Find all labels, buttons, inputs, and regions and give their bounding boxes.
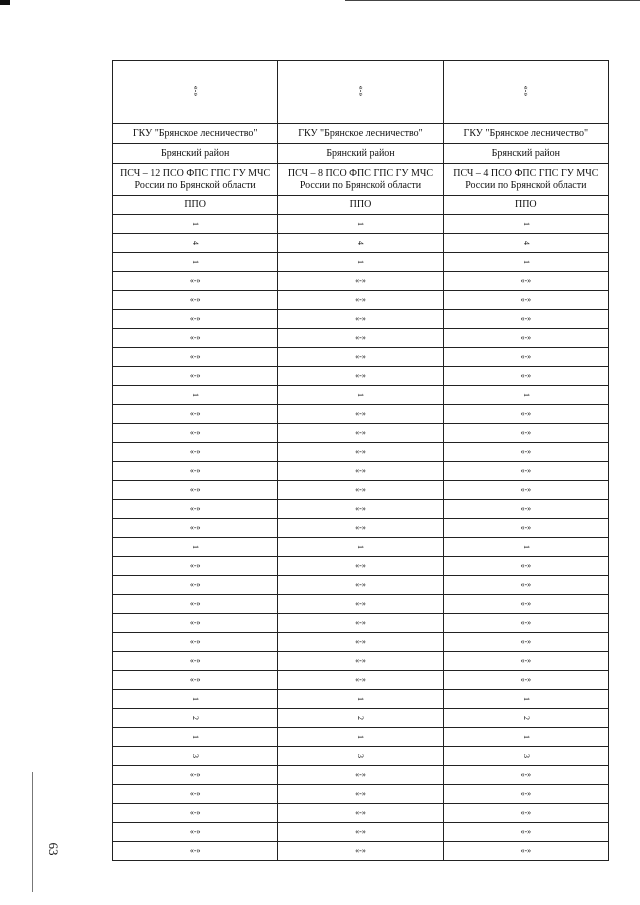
- cell-value: «-»: [520, 352, 532, 361]
- table-cell: [113, 253, 278, 271]
- table-cell: [278, 690, 443, 708]
- unit-line-1: ПСЧ – 8 ПСО ФПС ГПС ГУ МЧС: [287, 167, 434, 179]
- table-cell: [444, 538, 609, 556]
- cell-value: «-»: [355, 656, 366, 665]
- cell-value: 1: [521, 222, 531, 226]
- table-row: [113, 329, 609, 348]
- table-cell: [113, 443, 278, 461]
- table-cell: [278, 519, 443, 537]
- cell-value: 1: [356, 260, 366, 264]
- table-cell: [444, 253, 609, 271]
- type-row: [113, 196, 609, 215]
- table-cell: [278, 234, 443, 252]
- table-cell: [444, 234, 609, 252]
- table-cell: [444, 690, 609, 708]
- table-row: [113, 576, 609, 595]
- table-cell: [113, 766, 278, 784]
- cell-value: «-»: [520, 637, 532, 646]
- table-cell: [113, 785, 278, 803]
- table-cell: [444, 443, 609, 461]
- table-cell: [113, 538, 278, 556]
- cell-value: «-»: [189, 276, 201, 285]
- table-cell: [278, 766, 443, 784]
- cell-value: «-»: [520, 409, 532, 418]
- cell-value: «-»: [355, 827, 366, 836]
- table-row: [113, 253, 609, 272]
- cell-value: «-»: [189, 618, 201, 627]
- table-cell: [444, 785, 609, 803]
- cell-value: «-»: [520, 789, 532, 798]
- district-cell: Брянский район: [444, 144, 609, 163]
- cell-value: «-»: [520, 846, 532, 855]
- table-cell: [444, 462, 609, 480]
- cell-value: «-»: [189, 808, 201, 817]
- table-row: [113, 234, 609, 253]
- unit-line-2: России по Брянской области: [299, 179, 422, 191]
- table-cell: [113, 272, 278, 290]
- cell-value: «-»: [189, 561, 201, 570]
- table-cell: [113, 709, 278, 727]
- cell-value: «-»: [189, 523, 201, 532]
- table-cell: [113, 842, 278, 860]
- table-cell: [278, 462, 443, 480]
- table-cell: [444, 709, 609, 727]
- cell-value: «-»: [520, 599, 532, 608]
- table-cell: [278, 405, 443, 423]
- cell-value: 1: [521, 735, 531, 739]
- unit-line-1: ПСЧ – 4 ПСО ФПС ГПС ГУ МЧС: [453, 167, 599, 179]
- cell-value: «-»: [520, 314, 532, 323]
- cell-value: «-»: [355, 428, 366, 437]
- table-row: [113, 633, 609, 652]
- cell-value: «-»: [355, 409, 366, 418]
- table-cell: [113, 652, 278, 670]
- table-row: [113, 652, 609, 671]
- table-cell: [113, 310, 278, 328]
- table-cell: [278, 728, 443, 746]
- cell-value: 1: [191, 393, 201, 397]
- cell-value: «-»: [189, 447, 201, 456]
- cell-value: 1: [521, 697, 531, 701]
- cell-value: 4: [521, 241, 531, 245]
- table-row: [113, 462, 609, 481]
- cell-value: «-»: [189, 333, 201, 342]
- table-cell: [278, 595, 443, 613]
- cell-value: «-»: [189, 428, 201, 437]
- table-cell: [278, 823, 443, 841]
- table-cell: [444, 614, 609, 632]
- cell-value: «-»: [355, 561, 366, 570]
- cell-value: «-»: [355, 580, 366, 589]
- cell-value: 1: [356, 545, 366, 549]
- table-cell: [278, 329, 443, 347]
- table-cell: [444, 405, 609, 423]
- table-row: [113, 766, 609, 785]
- unit-cell: [444, 164, 609, 195]
- cell-value: «-»: [520, 485, 532, 494]
- table-row: [113, 272, 609, 291]
- table-row: [113, 291, 609, 310]
- cell-value: 3: [521, 754, 531, 758]
- table-cell: [444, 823, 609, 841]
- table-cell: [113, 557, 278, 575]
- table-cell: [113, 576, 278, 594]
- table-row: [113, 348, 609, 367]
- table-row: [113, 500, 609, 519]
- table-row: [113, 595, 609, 614]
- header-symbol: «-»: [356, 85, 366, 97]
- cell-value: «-»: [520, 770, 532, 779]
- unit-line-2: России по Брянской области: [465, 179, 587, 191]
- type-cell: ППО: [113, 196, 278, 214]
- cell-value: «-»: [520, 371, 532, 380]
- table-cell: [278, 367, 443, 385]
- cell-value: 1: [521, 260, 531, 264]
- cell-value: «-»: [355, 447, 366, 456]
- table-row: [113, 310, 609, 329]
- table-row: [113, 215, 609, 234]
- cell-value: «-»: [355, 352, 366, 361]
- table-cell: [444, 557, 609, 575]
- table-cell: [278, 709, 443, 727]
- data-table: [112, 60, 609, 861]
- table-cell: [113, 424, 278, 442]
- cell-value: «-»: [355, 504, 366, 513]
- table-cell: [278, 614, 443, 632]
- cell-value: «-»: [355, 808, 366, 817]
- table-cell: [113, 671, 278, 689]
- district-cell: Брянский район: [278, 144, 443, 163]
- unit-line-2: России по Брянской области: [134, 179, 256, 191]
- cell-value: «-»: [355, 789, 366, 798]
- header-symbol-cell: [444, 61, 609, 123]
- table-cell: [444, 747, 609, 765]
- table-cell: [444, 728, 609, 746]
- table-row: [113, 728, 609, 747]
- table-cell: [444, 633, 609, 651]
- cell-value: «-»: [355, 637, 366, 646]
- type-cell: ППО: [278, 196, 443, 214]
- page-number: 63: [46, 842, 61, 856]
- org-row: [113, 124, 609, 144]
- cell-value: «-»: [355, 466, 366, 475]
- table-cell: [278, 215, 443, 233]
- table-cell: [444, 481, 609, 499]
- table-cell: [113, 481, 278, 499]
- cell-value: 2: [191, 716, 201, 720]
- cell-value: «-»: [189, 789, 201, 798]
- table-cell: [113, 728, 278, 746]
- cell-value: «-»: [520, 561, 532, 570]
- header-symbol: «-»: [521, 85, 531, 97]
- table-cell: [113, 234, 278, 252]
- table-row: [113, 747, 609, 766]
- table-cell: [444, 842, 609, 860]
- scan-edge-line: [345, 0, 640, 1]
- cell-value: «-»: [189, 371, 201, 380]
- table-cell: [113, 690, 278, 708]
- scan-mark: [0, 0, 10, 5]
- table-cell: [444, 291, 609, 309]
- table-row: [113, 671, 609, 690]
- cell-value: «-»: [520, 295, 532, 304]
- cell-value: «-»: [189, 295, 201, 304]
- table-row: [113, 367, 609, 386]
- table-cell: [113, 405, 278, 423]
- table-row: [113, 804, 609, 823]
- table-row: [113, 405, 609, 424]
- org-cell: ГКУ "Брянское лесничество": [444, 124, 609, 143]
- table-cell: [113, 823, 278, 841]
- cell-value: «-»: [520, 504, 532, 513]
- table-cell: [278, 310, 443, 328]
- cell-value: 2: [521, 716, 531, 720]
- table-cell: [278, 785, 443, 803]
- table-row: [113, 386, 609, 405]
- header-symbol: «-»: [191, 85, 201, 97]
- table-cell: [278, 481, 443, 499]
- table-row: [113, 557, 609, 576]
- table-cell: [278, 652, 443, 670]
- cell-value: «-»: [355, 485, 366, 494]
- cell-value: «-»: [189, 409, 201, 418]
- table-cell: [113, 386, 278, 404]
- cell-value: «-»: [189, 580, 201, 589]
- cell-value: 1: [356, 393, 366, 397]
- table-row: [113, 538, 609, 557]
- table-cell: [113, 747, 278, 765]
- cell-value: «-»: [189, 846, 201, 855]
- cell-value: «-»: [189, 504, 201, 513]
- cell-value: «-»: [355, 333, 366, 342]
- cell-value: «-»: [520, 675, 532, 684]
- table-cell: [278, 576, 443, 594]
- table-cell: [278, 272, 443, 290]
- table-cell: [278, 633, 443, 651]
- table-cell: [278, 253, 443, 271]
- cell-value: «-»: [355, 523, 366, 532]
- table-cell: [444, 348, 609, 366]
- cell-value: 1: [356, 735, 366, 739]
- header-symbol-cell: [278, 61, 443, 123]
- table-cell: [278, 804, 443, 822]
- table-row: [113, 481, 609, 500]
- cell-value: 1: [356, 222, 366, 226]
- cell-value: «-»: [189, 599, 201, 608]
- cell-value: «-»: [355, 295, 366, 304]
- type-cell: ППО: [444, 196, 609, 214]
- district-row: [113, 144, 609, 164]
- cell-value: 4: [191, 241, 201, 245]
- cell-value: «-»: [355, 618, 366, 627]
- table-row: [113, 424, 609, 443]
- cell-value: «-»: [520, 656, 532, 665]
- cell-value: «-»: [520, 827, 532, 836]
- table-row: [113, 443, 609, 462]
- unit-line-1: ПСЧ – 12 ПСО ФПС ГПС ГУ МЧС: [120, 167, 271, 179]
- unit-row: [113, 164, 609, 196]
- margin-line: [32, 772, 33, 892]
- table-cell: [444, 671, 609, 689]
- table-cell: [444, 652, 609, 670]
- cell-value: 2: [356, 716, 366, 720]
- cell-value: «-»: [355, 276, 366, 285]
- district-cell: Брянский район: [113, 144, 278, 163]
- cell-value: «-»: [355, 599, 366, 608]
- table-cell: [278, 557, 443, 575]
- table-row: [113, 709, 609, 728]
- table-cell: [113, 215, 278, 233]
- table-cell: [444, 500, 609, 518]
- cell-value: «-»: [189, 656, 201, 665]
- table-row: [113, 823, 609, 842]
- cell-value: «-»: [520, 618, 532, 627]
- cell-value: 3: [191, 754, 201, 758]
- cell-value: «-»: [520, 580, 532, 589]
- cell-value: 1: [356, 697, 366, 701]
- table-row: [113, 519, 609, 538]
- cell-value: «-»: [520, 276, 532, 285]
- header-symbol-row: [113, 61, 609, 124]
- table-cell: [278, 443, 443, 461]
- cell-value: 1: [191, 260, 201, 264]
- table-row: [113, 614, 609, 633]
- unit-cell: [278, 164, 443, 195]
- table-cell: [444, 424, 609, 442]
- cell-value: 1: [521, 545, 531, 549]
- table-cell: [444, 595, 609, 613]
- cell-value: «-»: [520, 447, 532, 456]
- table-cell: [444, 386, 609, 404]
- table-cell: [444, 804, 609, 822]
- cell-value: «-»: [189, 827, 201, 836]
- table-cell: [444, 215, 609, 233]
- table-cell: [444, 329, 609, 347]
- cell-value: «-»: [355, 846, 366, 855]
- table-row: [113, 690, 609, 709]
- table-cell: [113, 614, 278, 632]
- table-cell: [113, 595, 278, 613]
- table-cell: [113, 291, 278, 309]
- table-cell: [113, 500, 278, 518]
- table-cell: [444, 766, 609, 784]
- table-cell: [113, 462, 278, 480]
- table-cell: [278, 747, 443, 765]
- table-cell: [278, 348, 443, 366]
- cell-value: «-»: [189, 770, 201, 779]
- org-cell: ГКУ "Брянское лесничество": [113, 124, 278, 143]
- cell-value: «-»: [189, 637, 201, 646]
- cell-value: 4: [356, 241, 366, 245]
- cell-value: «-»: [189, 314, 201, 323]
- cell-value: «-»: [355, 371, 366, 380]
- cell-value: 1: [191, 545, 201, 549]
- org-cell: ГКУ "Брянское лесничество": [278, 124, 443, 143]
- cell-value: «-»: [355, 314, 366, 323]
- table-cell: [113, 633, 278, 651]
- cell-value: 1: [191, 222, 201, 226]
- table-cell: [444, 367, 609, 385]
- cell-value: «-»: [520, 466, 532, 475]
- cell-value: «-»: [189, 466, 201, 475]
- table-cell: [278, 538, 443, 556]
- table-cell: [113, 519, 278, 537]
- table-cell: [444, 519, 609, 537]
- table-cell: [278, 842, 443, 860]
- cell-value: «-»: [355, 675, 366, 684]
- table-cell: [113, 348, 278, 366]
- cell-value: «-»: [520, 523, 532, 532]
- table-row: [113, 842, 609, 861]
- table-row: [113, 785, 609, 804]
- cell-value: «-»: [520, 333, 532, 342]
- header-symbol-cell: [113, 61, 278, 123]
- table-cell: [113, 804, 278, 822]
- cell-value: «-»: [189, 675, 201, 684]
- cell-value: «-»: [355, 770, 366, 779]
- table-cell: [113, 329, 278, 347]
- table-cell: [444, 576, 609, 594]
- table-cell: [444, 310, 609, 328]
- table-cell: [278, 386, 443, 404]
- table-cell: [278, 291, 443, 309]
- table-cell: [278, 424, 443, 442]
- table-cell: [444, 272, 609, 290]
- cell-value: «-»: [189, 485, 201, 494]
- cell-value: 1: [521, 393, 531, 397]
- cell-value: 1: [191, 697, 201, 701]
- cell-value: 3: [356, 754, 366, 758]
- cell-value: «-»: [520, 428, 532, 437]
- cell-value: «-»: [520, 808, 532, 817]
- cell-value: 1: [191, 735, 201, 739]
- table-cell: [113, 367, 278, 385]
- table-cell: [278, 500, 443, 518]
- unit-cell: [113, 164, 278, 195]
- cell-value: «-»: [189, 352, 201, 361]
- table-cell: [278, 671, 443, 689]
